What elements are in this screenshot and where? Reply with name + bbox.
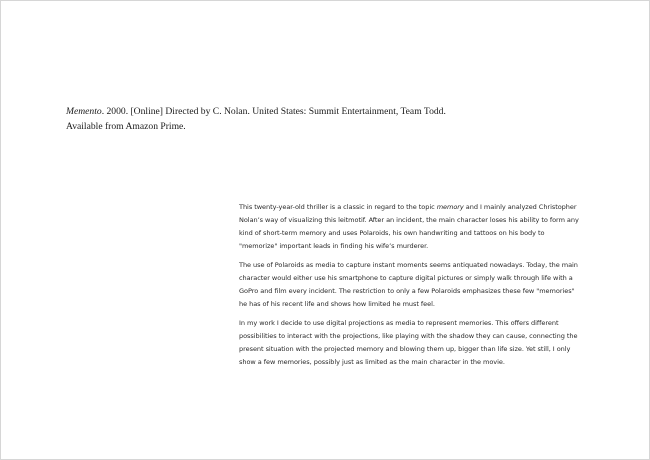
film-citation [66, 104, 466, 134]
citation-line-1 [66, 104, 466, 119]
paragraph-3: In my work I decide to use digital projections as media to represent memories. This offers different possibilities to interact with the projections, like playing with the shadow they can cause, connecting the present situation with the projected memory and blowing them up, bigger than life size. Yet still, I only show a few memories, possibly just as limited as the main character in the movie. [239, 319, 578, 366]
paragraph-1 [239, 201, 584, 253]
paragraph-1-text-start: This twenty-year-old thriller is a classic in regard to the topic [239, 203, 437, 211]
citation-title: Memento [66, 106, 102, 117]
paragraph-1-text-end: and I mainly analyzed Christopher Nolan’s way of visualizing this leitmotif. After an incident, the main character loses his ability to form any kind of short-term memory and uses Polaroids, his own handwriting and tattoos on his body to "memorize" important leads in finding his wife’s murderer. [239, 203, 579, 250]
citation-line-2: Available from Amazon Prime. [66, 121, 186, 132]
paragraph-1-emphasis: memory [436, 203, 464, 211]
citation-details: . 2000. [Online] Directed by C. Nolan. United States: Summit Entertainment, Team Todd. [101, 106, 446, 117]
body-text [239, 201, 584, 375]
paragraph-2: The use of Polaroids as media to capture instant moments seems antiquated nowadays. Today, the main character would either use his smartphone to capture digital pictures or simply walk through life with a GoPro and film every incident. The restriction to only a few Polaroids emphasizes these few "memories" he has of his recent life and shows how limited he must feel. [239, 261, 578, 308]
